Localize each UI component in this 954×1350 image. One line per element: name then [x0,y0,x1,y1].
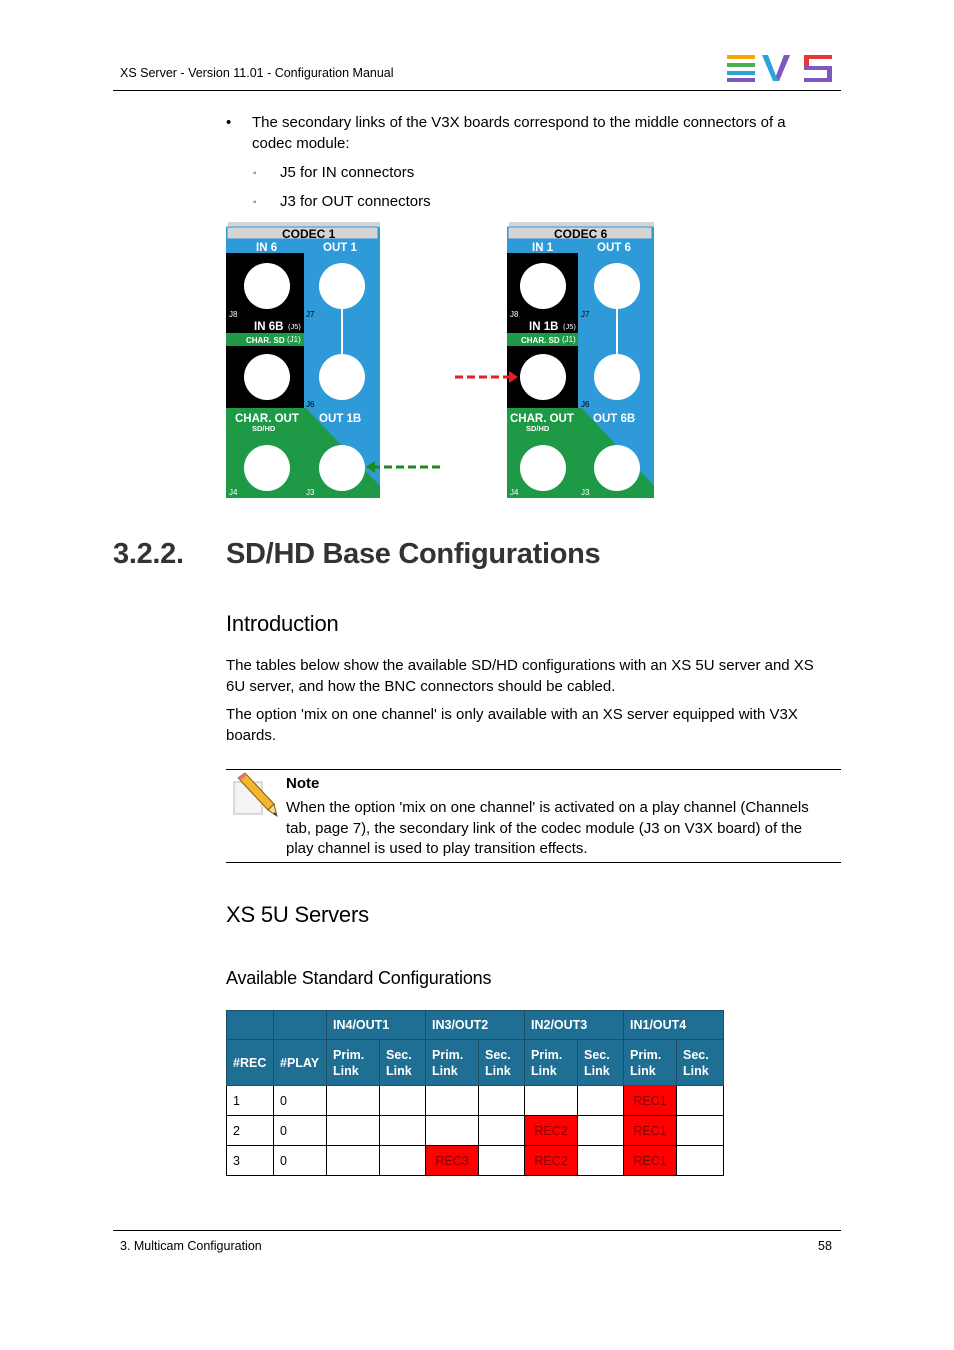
table-header-row [227,1011,724,1040]
codec-6-out-top: OUT 6 [597,242,631,254]
codec-1-j4: J4 [229,488,238,497]
codec-1-mid-in: IN 6B [254,321,284,333]
codec-1-mid-in-j: (J5) [288,322,301,331]
xs5u-heading: XS 5U Servers [226,902,369,927]
empty-cell [677,1116,724,1146]
col-rec-header: #REC [227,1040,274,1086]
codec-1-title: CODEC 1 [282,227,336,241]
codec-6-mid-in-j: (J5) [563,322,576,331]
sec-link-header: Sec. Link [578,1040,624,1086]
codec-6-j3: J3 [581,488,590,497]
prim-link-header: Prim. Link [426,1040,479,1086]
table-row [227,1116,724,1146]
codec-6-module [507,222,654,498]
rec-assignment-cell: REC1 [624,1146,677,1176]
codec-6-out-mid: OUT 6B [593,413,636,425]
group-header: IN2/OUT3 [525,1011,624,1040]
empty-cell [380,1146,426,1176]
play-count-cell: 0 [274,1116,327,1146]
intro-paragraph-1: The tables below show the available SD/HD configurations with an XS 5U server and XS 6U server, and how the BNC connectors should be cabled. [226,657,814,695]
empty-cell [578,1086,624,1116]
group-header: IN1/OUT4 [624,1011,724,1040]
table-subheader-row [227,1040,724,1086]
empty-cell [380,1086,426,1116]
empty-cell [426,1086,479,1116]
codec-1-j7: J7 [306,310,315,319]
rec-assignment-cell: REC1 [624,1116,677,1146]
note-title: Note [286,775,320,792]
sub-bullet-j5: J5 for IN connectors [280,164,415,181]
group-header: IN3/OUT2 [426,1011,525,1040]
empty-cell [677,1086,724,1116]
codec-1-j8: J8 [229,310,238,319]
codec-6-title: CODEC 6 [554,227,608,241]
empty-cell [525,1086,578,1116]
table-row [227,1086,724,1116]
play-count-cell: 0 [274,1086,327,1116]
intro-heading: Introduction [226,611,339,636]
codec-6-j8: J8 [510,310,519,319]
rec-assignment-cell: REC2 [525,1116,578,1146]
codec-1-module [226,222,380,498]
section-number: 3.2.2. [113,538,184,570]
empty-cell [677,1146,724,1176]
rec-count-cell: 2 [227,1116,274,1146]
codec-6-j6: J6 [581,400,590,409]
prim-link-header: Prim. Link [327,1040,380,1086]
codec-1-out-mid: OUT 1B [319,413,362,425]
header-title: XS Server - Version 11.01 - Configuration Manual [120,66,394,80]
codec-1-char-out: CHAR. OUT [235,413,299,425]
codec-6-sdhd: SD/HD [526,424,550,433]
prim-link-header: Prim. Link [525,1040,578,1086]
footer-rule [113,1230,841,1231]
empty-cell [479,1116,525,1146]
section-title: SD/HD Base Configurations [226,538,601,570]
rec-assignment-cell: REC3 [426,1146,479,1176]
codec-6-in-top: IN 1 [532,242,554,254]
sec-link-header: Sec. Link [380,1040,426,1086]
footer-chapter: 3. Multicam Configuration [120,1239,262,1253]
codec-1-in-top: IN 6 [256,242,278,254]
codec-1-sdhd: SD/HD [252,424,276,433]
xs5u-config-table [226,1010,724,1176]
codec-6-mid-in: IN 1B [529,321,559,333]
rec-assignment-cell: REC2 [525,1146,578,1176]
empty-cell [327,1086,380,1116]
codec-1-j3: J3 [306,488,315,497]
empty-cell [578,1116,624,1146]
sub-bullet-marker: ◦ [253,197,257,208]
rec-count-cell: 1 [227,1086,274,1116]
sec-link-header: Sec. Link [677,1040,724,1086]
codec-6-j7: J7 [581,310,590,319]
note-body: When the option 'mix on one channel' is activated on a play channel (Channels tab, page 7), the secondary link of the codec module (J3 on V3X board) of the play channel is used to play transition effects. [286,799,809,857]
rec-assignment-cell: REC1 [624,1086,677,1116]
sec-link-header: Sec. Link [479,1040,525,1086]
standard-config-heading: Available Standard Configurations [226,968,492,988]
bullet-text: The secondary links of the V3X boards correspond to the middle connectors of a codec module: [252,114,786,152]
codec-6-char-sd: CHAR. SD [521,336,560,345]
codec-6-char-sd-j: (J1) [562,335,576,344]
codec-1-char-sd-j: (J1) [287,335,301,344]
sub-bullet-j3: J3 for OUT connectors [280,193,431,210]
intro-paragraph-2: The option 'mix on one channel' is only available with an XS server equipped with V3X boards. [226,706,798,744]
empty-cell [479,1086,525,1116]
empty-cell [327,1116,380,1146]
codec-1-out-top: OUT 1 [323,242,357,254]
note-top-rule [226,769,841,770]
footer-page-number: 58 [818,1239,832,1253]
bullet-marker: • [226,114,232,131]
empty-cell [479,1146,525,1176]
rec-count-cell: 3 [227,1146,274,1176]
play-count-cell: 0 [274,1146,327,1176]
group-header: IN4/OUT1 [327,1011,426,1040]
codec-6-j4: J4 [510,488,519,497]
note-bottom-rule [226,862,841,863]
codec-1-j6: J6 [306,400,315,409]
sub-bullet-marker: ◦ [253,168,257,179]
empty-cell [426,1116,479,1146]
prim-link-header: Prim. Link [624,1040,677,1086]
codec-1-char-sd: CHAR. SD [246,336,285,345]
pencil-icon [232,772,278,818]
section-heading [113,538,600,571]
table-row [227,1146,724,1176]
col-play-header: #PLAY [274,1040,327,1086]
empty-cell [380,1116,426,1146]
codec-6-char-out: CHAR. OUT [510,413,574,425]
empty-cell [578,1146,624,1176]
codec-connector-diagram [0,0,954,520]
empty-cell [327,1146,380,1176]
